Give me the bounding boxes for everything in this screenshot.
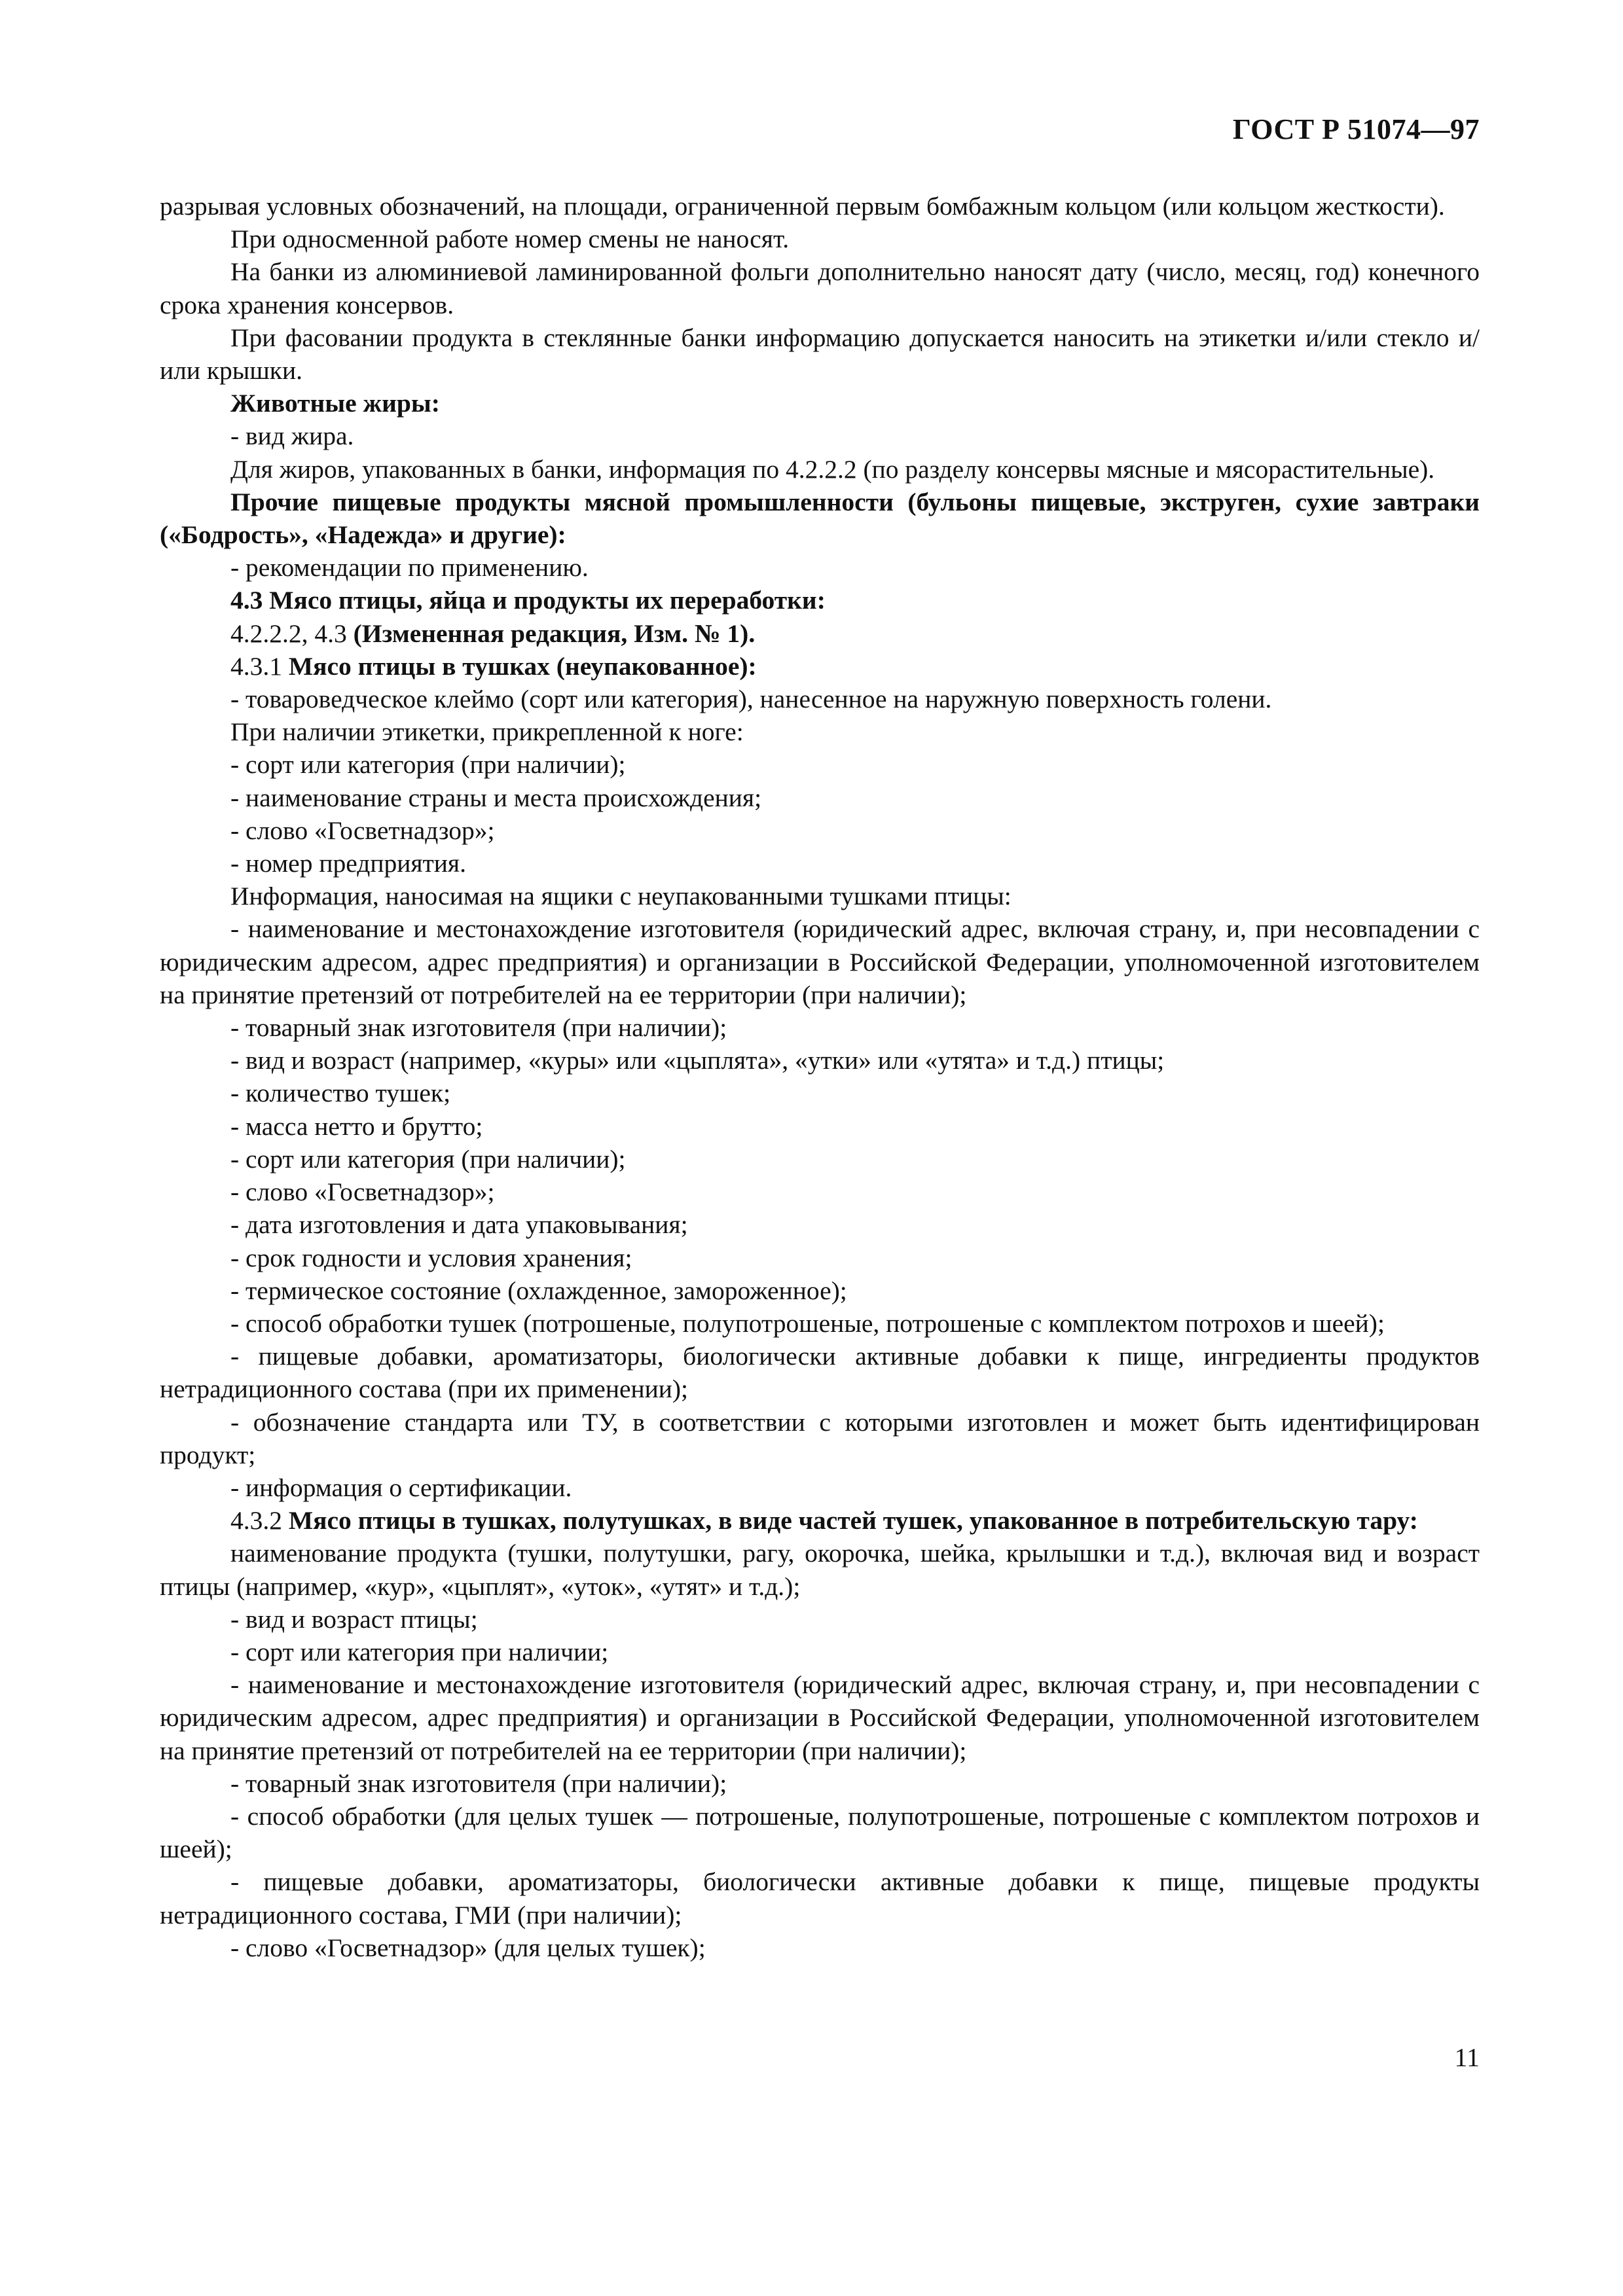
list-item: - слово «Госветнадзор» (для целых тушек); <box>230 1933 706 1962</box>
subsection-heading <box>160 1504 1480 1537</box>
list-item: - количество тушек; <box>230 1079 451 1108</box>
list-item: - товарный знак изготовителя (при наличии); <box>230 1768 727 1798</box>
clause-title: Мясо птицы в тушках (неупакованное): <box>288 651 757 681</box>
amendment-text: (Измененная редакция, Изм. № 1). <box>353 619 756 648</box>
list-item: - способ обработки тушек (потрошеные, полупотрошеные, потрошеные с комплектом потрохов и шеей); <box>230 1308 1385 1338</box>
list-item: - сорт или категория (при наличии); <box>230 1144 626 1174</box>
paragraph: При фасовании продукта в стеклянные банки информацию допускается наносить на этикетки и/или стекло и/или крышки. <box>160 323 1480 386</box>
list-item: - товарный знак изготовителя (при наличии); <box>230 1013 727 1043</box>
list-item: - масса нетто и брутто; <box>230 1111 483 1141</box>
list-item: - срок годности и условия хранения; <box>230 1243 632 1272</box>
paragraph: Для жиров, упакованных в банки, информация по 4.2.2.2 (по разделу консервы мясные и мясорастительные). <box>230 454 1435 484</box>
list-item: - обозначение стандарта или ТУ, в соответствии с которыми изготовлен и может быть идентифицирован продукт; <box>160 1407 1480 1469</box>
list-item: - сорт или категория при наличии; <box>230 1637 609 1666</box>
list-item: - наименование и местонахождение изготовителя (юридический адрес, включая страну, и, при несовпадении с юридическим адресом, адрес предприятия) и организации в Российской Федерации, уполномоченной изготовителем на принятие претензий от потребителей на ее территории (при наличии); <box>160 1670 1480 1765</box>
subsection-heading <box>160 650 1480 683</box>
list-item: - слово «Госветнадзор»; <box>230 1177 495 1207</box>
list-item: - вид и возраст птицы; <box>230 1604 478 1634</box>
list-item: - товароведческое клеймо (сорт или категория), нанесенное на наружную поверхность голени. <box>230 685 1272 714</box>
list-item: - способ обработки (для целых тушек — потрошеные, полупотрошеные, потрошеные с комплектом потрохов и шеей); <box>160 1801 1480 1864</box>
body-text <box>160 190 1480 1964</box>
list-item: - сорт или категория (при наличии); <box>230 750 626 780</box>
list-item: - пищевые добавки, ароматизаторы, биологически активные добавки к пище, ингредиенты продуктов нетрадиционного состава (при их применении); <box>160 1342 1480 1404</box>
list-item: - термическое состояние (охлажденное, замороженное); <box>230 1276 847 1305</box>
list-item: - номер предприятия. <box>230 849 466 878</box>
paragraph: разрывая условных обозначений, на площади, ограниченной первым бомбажным кольцом (или кольцом жесткости). <box>160 192 1445 221</box>
list-item: - наименование и местонахождение изготовителя (юридический адрес, включая страну, и, при несовпадении с юридическим адресом, адрес предприятия) и организации в Российской Федерации, уполномоченной изготовителем на принятие претензий от потребителей на ее территории (при наличии); <box>160 914 1480 1009</box>
section-heading: Животные жиры: <box>230 389 440 418</box>
clause-number: 4.3.1 <box>230 651 289 681</box>
section-heading: Прочие пищевые продукты мясной промышленности (бульоны пищевые, экструген, сухие завтраки («Бодрость», «Надежда» и другие): <box>160 487 1480 550</box>
list-item: - вид жира. <box>230 422 354 451</box>
list-item: - вид и возраст (например, «куры» или «цыплята», «утки» или «утята» и т.д.) птицы; <box>230 1046 1165 1075</box>
list-item: - информация о сертификации. <box>230 1473 572 1502</box>
section-heading: 4.3 Мясо птицы, яйца и продукты их переработки: <box>230 586 826 615</box>
list-item: - дата изготовления и дата упаковывания; <box>230 1210 688 1240</box>
page-number: 11 <box>1454 2043 1480 2072</box>
paragraph: На банки из алюминиевой ламинированной фольги дополнительно наносят дату (число, месяц, год) конечного срока хранения консервов. <box>160 257 1480 319</box>
paragraph: При наличии этикетки, прикрепленной к ноге: <box>230 717 744 747</box>
paragraph: наименование продукта (тушки, полутушки, рагу, окорочка, шейка, крылышки и т.д.), включая вид и возраст птицы (например, «кур», «цыплят», «уток», «утят» и т.д.); <box>160 1539 1480 1601</box>
document-code: ГОСТ Р 51074—97 <box>1232 113 1480 145</box>
amendment-note <box>160 617 1480 650</box>
list-item: - пищевые добавки, ароматизаторы, биологически активные добавки к пище, пищевые продукты нетрадиционного состава, ГМИ (при наличии); <box>160 1867 1480 1929</box>
clause-title: Мясо птицы в тушках, полутушках, в виде частей тушек, упакованное в потребительскую тару: <box>288 1506 1418 1535</box>
list-item: - рекомендации по применению. <box>230 553 589 583</box>
paragraph: Информация, наносимая на ящики с неупакованными тушками птицы: <box>230 882 1012 911</box>
list-item: - слово «Госветнадзор»; <box>230 816 495 845</box>
paragraph: При односменной работе номер смены не наносят. <box>230 224 790 254</box>
clause-number: 4.3.2 <box>230 1506 289 1535</box>
list-item: - наименование страны и места происхождения; <box>230 783 762 812</box>
amendment-ref: 4.2.2.2, 4.3 <box>230 619 354 648</box>
